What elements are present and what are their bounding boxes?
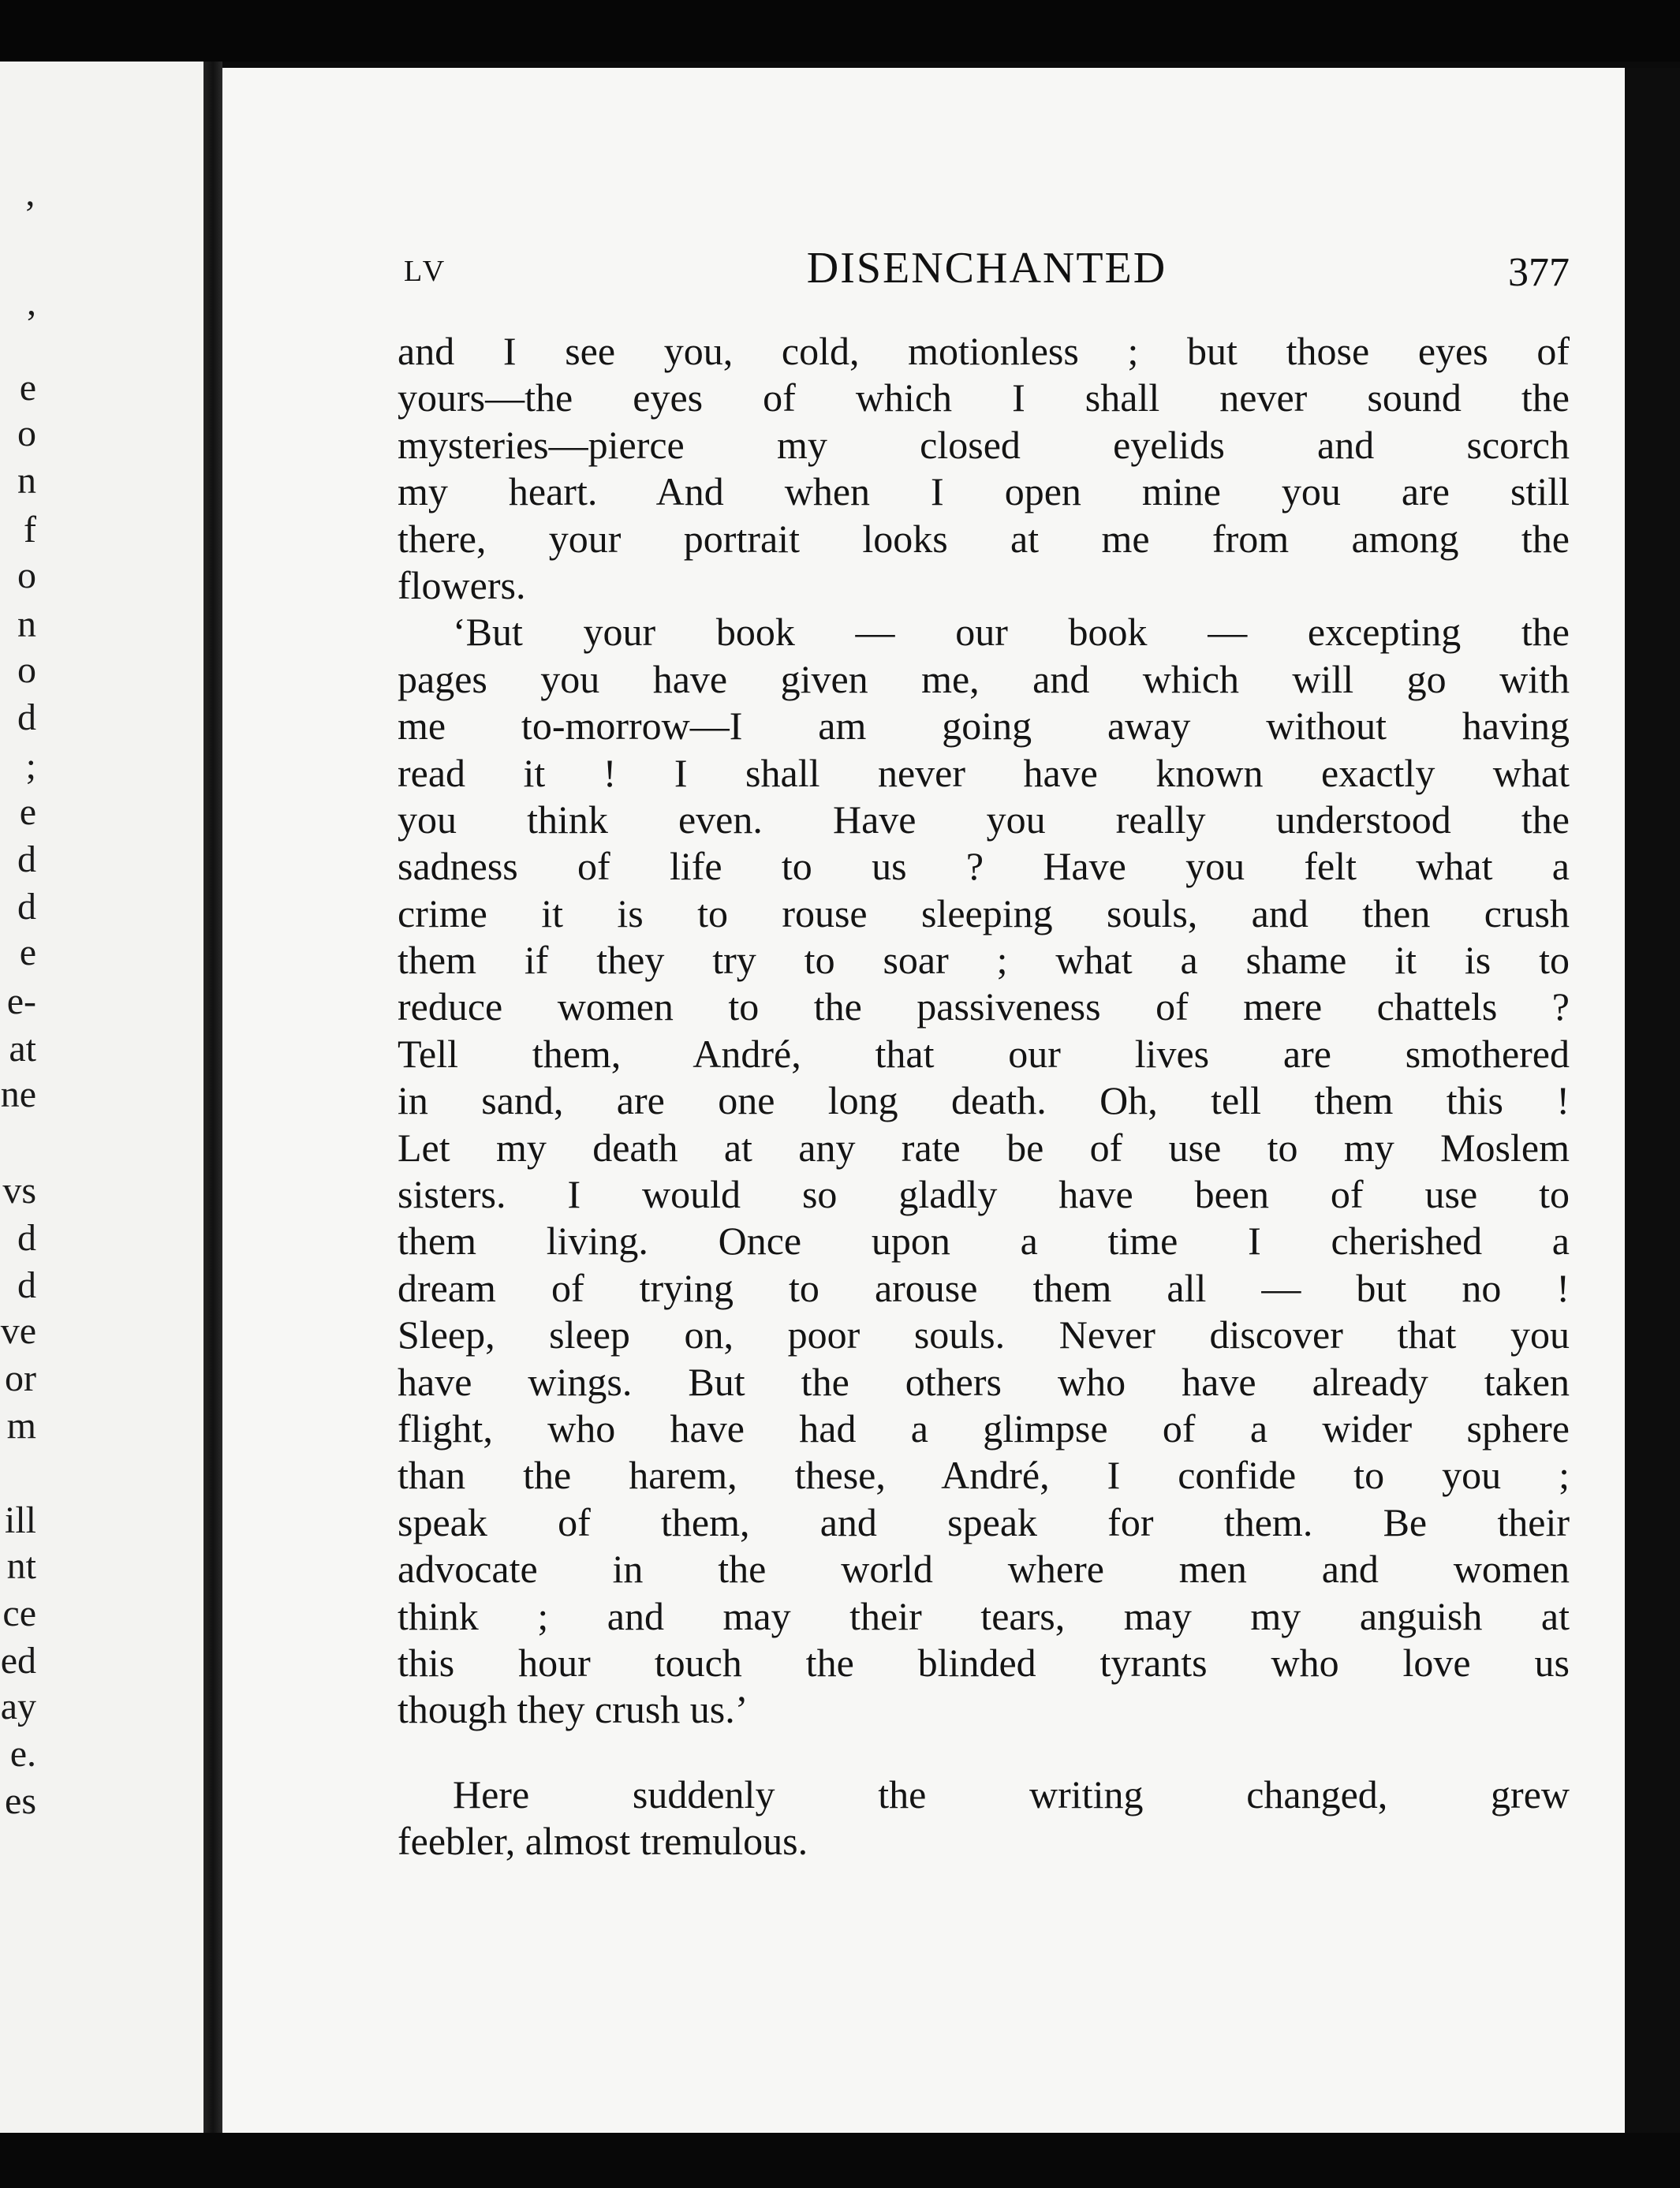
text-line: Let my death at any rate be of use to my Moslem xyxy=(398,1125,1570,1170)
text-line: crime it is to rouse sleeping souls, and then crush xyxy=(398,891,1570,935)
text-line: Tell them, André, that our lives are smothered xyxy=(398,1031,1570,1076)
body-text xyxy=(398,328,1570,1865)
text-line: ‘But your book — our book — excepting the xyxy=(453,610,1570,655)
page-title: DISENCHANTED xyxy=(806,244,1167,293)
book-page xyxy=(222,68,1625,2133)
left-page-fragment: d xyxy=(17,1264,36,1306)
left-page-fragment: es xyxy=(5,1780,36,1822)
facing-page-left xyxy=(0,62,203,2142)
running-head xyxy=(404,243,1570,298)
text-line: think ; and may their tears, may my anguish at xyxy=(398,1593,1570,1638)
text-line: them living. Once upon a time I cherished a xyxy=(398,1219,1570,1264)
left-page-fragment: ne xyxy=(0,1073,36,1115)
text-line: in sand, are one long death. Oh, tell them this ! xyxy=(398,1078,1570,1123)
text-line: read it ! I shall never have known exactly what xyxy=(398,750,1570,795)
left-page-fragment: e xyxy=(19,791,36,833)
left-page-fragment: vs xyxy=(2,1170,36,1212)
text-line: though they crush us.’ xyxy=(398,1687,749,1732)
text-line: speak of them, and speak for them. Be their xyxy=(398,1499,1570,1544)
left-page-fragment: e xyxy=(19,932,36,973)
left-page-fragment: o xyxy=(17,554,36,596)
left-page-fragment: d xyxy=(17,696,36,738)
scan-right-edge xyxy=(1625,68,1680,2133)
left-page-fragment: ed xyxy=(0,1640,36,1682)
left-page-fragment: d xyxy=(17,1217,36,1259)
left-page-fragment: d xyxy=(17,838,36,880)
left-page-fragment: n xyxy=(17,460,36,502)
page-number: 377 xyxy=(1508,250,1570,295)
left-page-fragment: o xyxy=(17,413,36,454)
left-page-fragment: ’ xyxy=(24,193,36,235)
left-page-fragment: ay xyxy=(0,1686,36,1727)
left-page-fragment: , xyxy=(27,282,36,323)
left-page-fragment: o xyxy=(17,649,36,691)
book-gutter xyxy=(203,62,222,2142)
left-page-fragment: e. xyxy=(9,1733,36,1775)
text-line: sadness of life to us ? Have you felt what a xyxy=(398,844,1570,889)
left-page-fragment: ill xyxy=(4,1499,36,1541)
text-line: than the harem, these, André, I confide to you ; xyxy=(398,1453,1570,1498)
text-line: my heart. And when I open mine you are still xyxy=(398,469,1570,514)
text-line: sisters. I would so gladly have been of use to xyxy=(398,1172,1570,1217)
left-page-fragment: ve xyxy=(0,1310,36,1352)
left-page-fragment: d xyxy=(17,886,36,928)
text-line: pages you have given me, and which will go with xyxy=(398,656,1570,701)
text-line: reduce women to the passiveness of mere chattels ? xyxy=(398,984,1570,1029)
text-line: yours—the eyes of which I shall never sound the xyxy=(398,375,1570,420)
text-line: mysteries—pierce my closed eyelids and scorch xyxy=(398,422,1570,467)
text-line: dream of trying to arouse them all — but no ! xyxy=(398,1265,1570,1310)
text-line: Here suddenly the writing changed, grew xyxy=(453,1772,1570,1816)
left-page-fragment: ; xyxy=(25,745,36,787)
text-line: advocate in the world where men and women xyxy=(398,1547,1570,1592)
scan-top-edge xyxy=(0,0,1680,62)
left-page-fragment: or xyxy=(5,1357,36,1399)
left-page-fragment: n xyxy=(17,603,36,645)
left-page-fragment: m xyxy=(6,1405,36,1447)
left-page-fragment: f xyxy=(24,509,36,551)
chapter-number: LV xyxy=(404,255,448,288)
text-line: them if they try to soar ; what a shame it is to xyxy=(398,938,1570,983)
text-line: this hour touch the blinded tyrants who love us xyxy=(398,1640,1570,1685)
left-page-fragment: ce xyxy=(2,1592,36,1634)
text-line: and I see you, cold, motionless ; but those eyes of xyxy=(398,329,1570,373)
left-page-fragment: e- xyxy=(6,980,36,1022)
text-line: Sleep, sleep on, poor souls. Never discover that you xyxy=(398,1312,1570,1357)
text-line: there, your portrait looks at me from among the xyxy=(398,516,1570,561)
left-page-fragment: at xyxy=(9,1028,36,1070)
text-line: flowers. xyxy=(398,562,526,607)
left-page-fragment: e xyxy=(19,367,36,409)
text-line: feebler, almost tremulous. xyxy=(398,1819,808,1864)
text-line: have wings. But the others who have already taken xyxy=(398,1359,1570,1404)
left-page-fragment: nt xyxy=(6,1545,36,1587)
scan-bottom-edge xyxy=(0,2133,1680,2188)
text-line: you think even. Have you really understood the xyxy=(398,797,1570,842)
text-line: me to-morrow—I am going away without having xyxy=(398,704,1570,749)
text-line: flight, who have had a glimpse of a wider sphere xyxy=(398,1406,1570,1451)
